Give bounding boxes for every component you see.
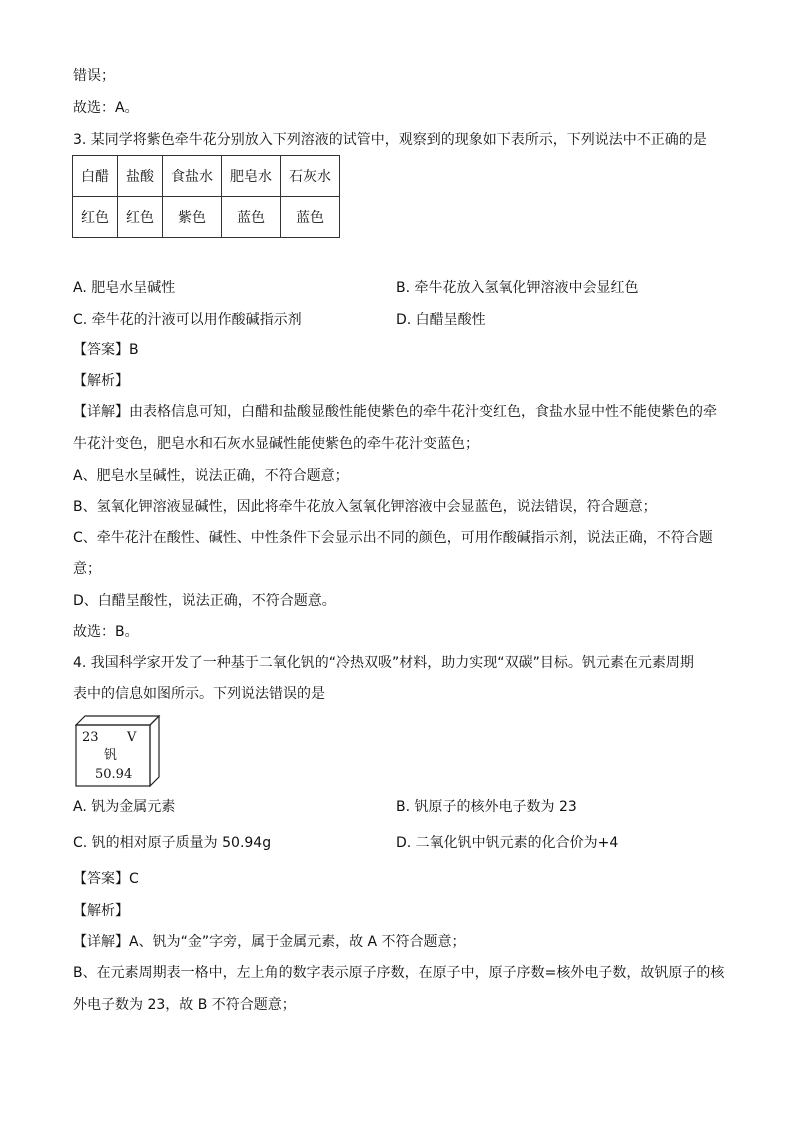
text-line: 故选：A。 [73, 100, 139, 116]
table-row [73, 197, 340, 238]
table-cell: 红色 [73, 197, 118, 238]
option-d: D. 白醋呈酸性 [396, 312, 486, 328]
element-cell [75, 715, 165, 787]
option-c: C. 钒的相对原子质量为 50.94g [73, 835, 272, 851]
option-b: B. 钒原子的核外电子数为 23 [396, 799, 577, 815]
element-symbol: V [127, 730, 137, 745]
table-cell: 蓝色 [222, 197, 281, 238]
detail-line: B、氢氧化钾溶液显碱性，因此将牵牛花放入氢氧化钾溶液中会显蓝色，说法错误，符合题意； [73, 499, 657, 515]
detail-line: 外电子数为 23，故 B 不符合题意； [73, 997, 296, 1013]
detail-line: 意； [73, 561, 101, 577]
table-row [73, 156, 340, 197]
table-cell: 蓝色 [281, 197, 340, 238]
detail-line: 【详解】由表格信息可知，白醋和盐酸显酸性能使紫色的牵牛花汁变红色，食盐水显中性不能使紫色的牵 [73, 404, 717, 420]
detail-line: 故选：B。 [73, 624, 139, 640]
option-a: A. 钒为金属元素 [73, 799, 176, 815]
text-line: 错误； [73, 68, 115, 84]
table-cell: 红色 [118, 197, 163, 238]
element-name: 钒 [104, 748, 118, 763]
detail-line: 牛花汁变色，肥皂水和石灰水显碱性能使紫色的牵牛花汁变蓝色； [73, 436, 479, 452]
atomic-mass: 50.94 [95, 767, 133, 782]
detail-line: 【详解】A、钒为“金”字旁，属于金属元素，故 A 不符合题意； [73, 934, 466, 950]
answer-label: 【答案】C [73, 871, 139, 887]
table-header-cell: 白醋 [73, 156, 118, 197]
atomic-number: 23 [82, 730, 99, 745]
table-header-cell: 肥皂水 [222, 156, 281, 197]
analysis-label: 【解析】 [73, 373, 129, 389]
detail-line: A、肥皂水呈碱性，说法正确，不符合题意； [73, 468, 349, 484]
detail-line: B、在元素周期表一格中，左上角的数字表示原子序数，在原子中，原子序数=核外电子数，故钒原子的核 [73, 965, 725, 981]
table-header-cell: 盐酸 [118, 156, 163, 197]
option-d: D. 二氧化钒中钒元素的化合价为+4 [396, 835, 619, 851]
detail-line: D、白醋呈酸性，说法正确，不符合题意。 [73, 593, 336, 609]
question-3-stem: 3. 某同学将紫色牵牛花分别放入下列溶液的试管中，观察到的现象如下表所示，下列说法中不正确的是 [73, 132, 707, 148]
option-b: B. 牵牛花放入氢氧化钾溶液中会显红色 [396, 280, 639, 296]
table-header-cell: 石灰水 [281, 156, 340, 197]
question-4-stem: 4. 我国科学家开发了一种基于二氧化钒的“冷热双吸”材料，助力实现“双碳”目标。钒元素在元素周期 [73, 655, 694, 671]
question-4-stem: 表中的信息如图所示。下列说法错误的是 [73, 686, 325, 702]
answer-label: 【答案】B [73, 342, 139, 358]
table-cell: 紫色 [163, 197, 222, 238]
analysis-label: 【解析】 [73, 903, 129, 919]
option-c: C. 牵牛花的汁液可以用作酸碱指示剂 [73, 312, 302, 328]
table-header-cell: 食盐水 [163, 156, 222, 197]
detail-line: C、牵牛花汁在酸性、碱性、中性条件下会显示出不同的颜色，可用作酸碱指示剂，说法正确，不符合题 [73, 530, 713, 546]
indicator-table [72, 155, 340, 238]
option-a: A. 肥皂水呈碱性 [73, 280, 176, 296]
